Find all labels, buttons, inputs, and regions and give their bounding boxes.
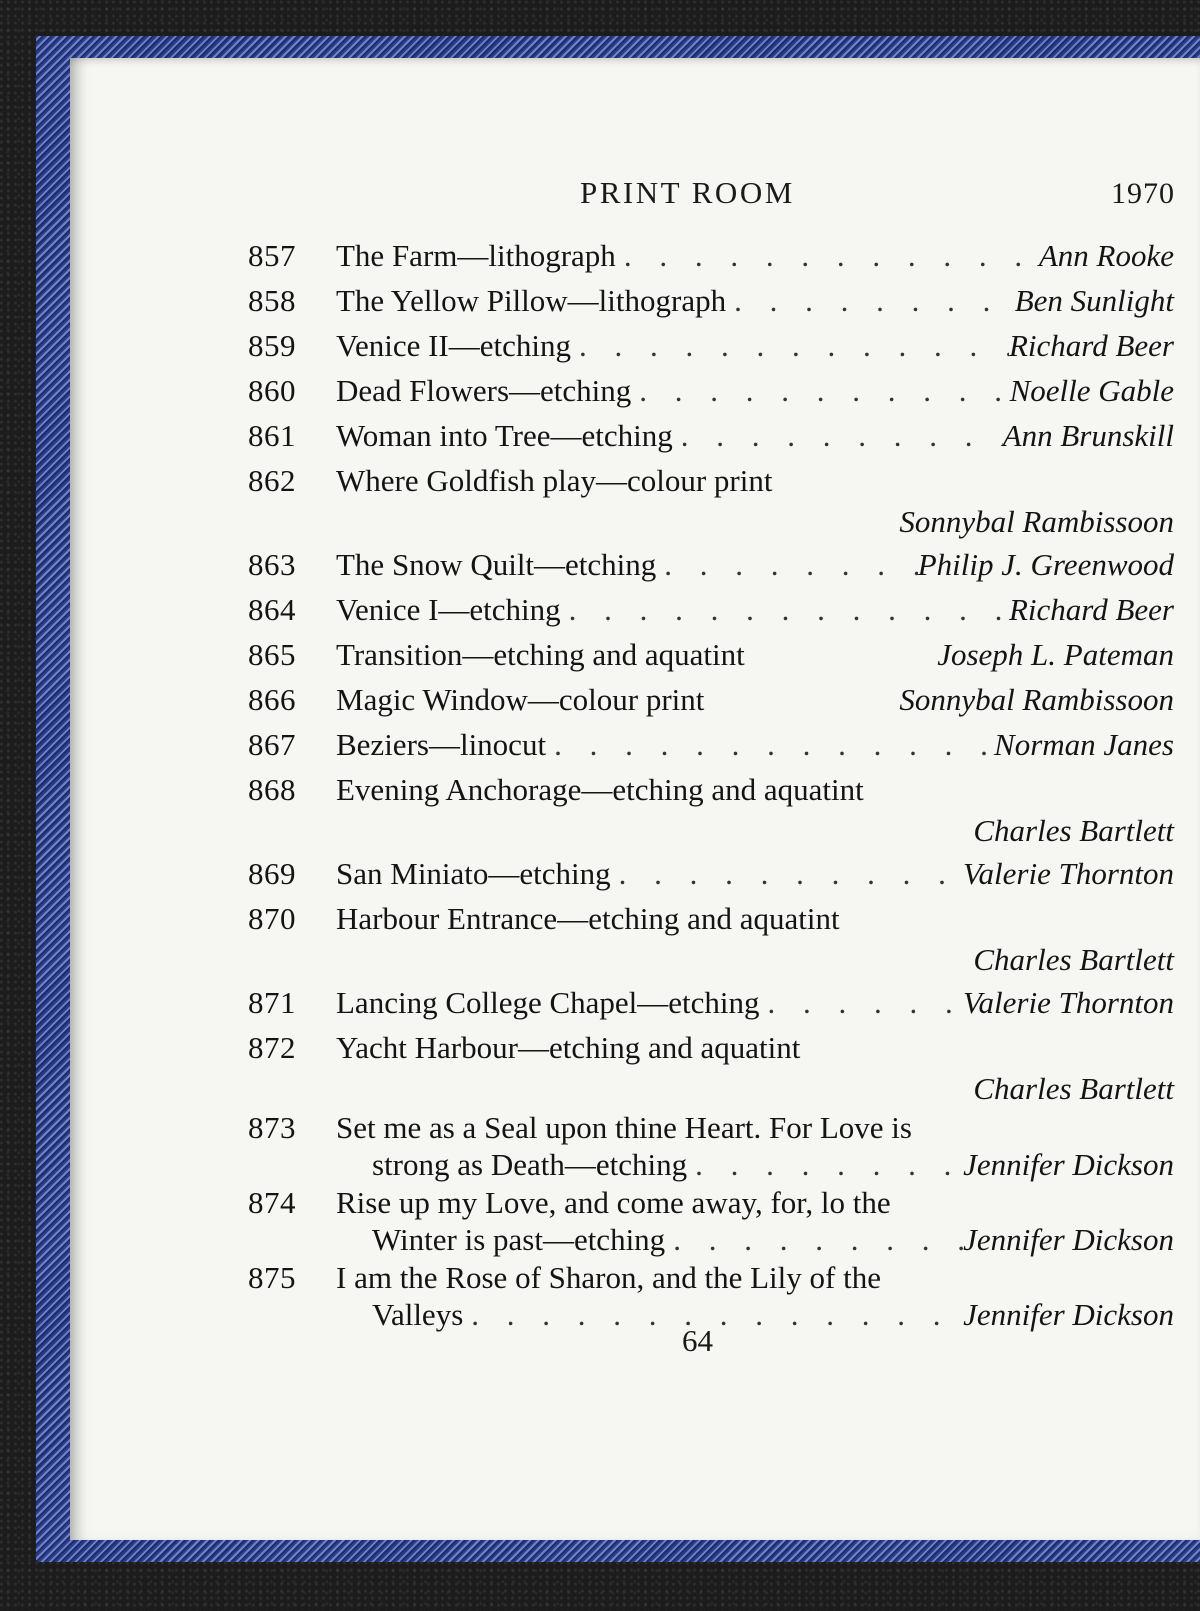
entry-title-line-2: strong as Death—etching xyxy=(372,1147,688,1182)
catalogue-entry xyxy=(248,632,1174,677)
leader-dots xyxy=(616,233,1039,278)
entry-number: 861 xyxy=(248,418,296,453)
catalogue-entry xyxy=(248,677,1174,722)
entry-number: 874 xyxy=(248,1185,296,1220)
entry-number: 860 xyxy=(248,373,296,408)
catalogue-entry xyxy=(248,368,1174,413)
entry-number: 862 xyxy=(248,463,296,498)
entry-artist: Sonnybal Rambissoon xyxy=(899,682,1174,717)
catalogue-entry xyxy=(248,1184,1174,1259)
entry-title: Magic Window—colour print xyxy=(336,682,705,717)
catalogue-entry xyxy=(248,767,1174,849)
entry-number: 863 xyxy=(248,547,296,582)
leader-dots xyxy=(463,1296,963,1334)
leader-dots xyxy=(546,722,994,767)
leader-dots xyxy=(673,413,1003,458)
entry-title-line-2: Valleys xyxy=(372,1297,464,1332)
leader-dots xyxy=(687,1146,963,1184)
catalogue-entry xyxy=(248,1025,1174,1107)
leader-dots xyxy=(611,851,963,896)
entry-number: 864 xyxy=(248,592,296,627)
leader-dots xyxy=(656,542,917,587)
entry-artist: Joseph L. Pateman xyxy=(937,637,1174,672)
entry-title: The Farm—lithograph xyxy=(336,238,616,273)
entry-number: 866 xyxy=(248,682,296,717)
book-page xyxy=(70,58,1200,1540)
year-label: 1970 xyxy=(1111,177,1175,210)
entry-artist: Valerie Thornton xyxy=(963,985,1174,1020)
catalogue-entry xyxy=(248,233,1174,278)
catalogue-entry xyxy=(248,542,1174,587)
catalogue-entry xyxy=(248,323,1174,368)
entry-number: 872 xyxy=(248,1030,296,1065)
running-title: PRINT ROOM xyxy=(580,175,795,210)
catalogue-entry xyxy=(248,980,1174,1025)
entry-title: Beziers—linocut xyxy=(336,727,547,762)
entry-artist: Jennifer Dickson xyxy=(963,1297,1174,1332)
catalogue-entry xyxy=(248,278,1174,323)
entry-number: 859 xyxy=(248,328,296,363)
entry-number: 869 xyxy=(248,856,296,891)
entry-artist: Ann Rooke xyxy=(1038,238,1174,273)
entry-number: 867 xyxy=(248,727,296,762)
catalogue-entry xyxy=(248,722,1174,767)
catalogue-entry xyxy=(248,587,1174,632)
entry-number: 873 xyxy=(248,1110,296,1145)
leader-dots xyxy=(665,1221,963,1259)
entry-artist: Richard Beer xyxy=(1009,328,1174,363)
leader-dots xyxy=(760,980,963,1025)
entry-number: 875 xyxy=(248,1260,296,1295)
entry-title: Venice II—etching xyxy=(336,328,571,363)
entry-title: Lancing College Chapel—etching xyxy=(336,985,760,1020)
entry-number: 865 xyxy=(248,637,296,672)
entry-title: Woman into Tree—etching xyxy=(336,418,673,453)
entry-artist: Jennifer Dickson xyxy=(963,1147,1174,1182)
catalogue-entry xyxy=(248,896,1174,978)
entry-artist: Charles Bartlett xyxy=(973,813,1174,848)
entry-number: 858 xyxy=(248,283,296,318)
entry-artist: Philip J. Greenwood xyxy=(917,547,1174,582)
entry-title: San Miniato—etching xyxy=(336,856,611,891)
page-header xyxy=(70,175,1175,215)
entry-title: Yacht Harbour—etching and aquatint xyxy=(336,1030,801,1065)
entry-title-line-1: Set me as a Seal upon thine Heart. For Love is xyxy=(336,1110,912,1145)
entry-number: 870 xyxy=(248,901,296,936)
entry-number: 857 xyxy=(248,238,296,273)
entry-title: Venice I—etching xyxy=(336,592,561,627)
entry-artist: Ann Brunskill xyxy=(1002,418,1174,453)
leader-dots xyxy=(571,323,1009,368)
entry-artist: Charles Bartlett xyxy=(973,1071,1174,1106)
entry-title: Harbour Entrance—etching and aquatint xyxy=(336,901,840,936)
entry-number: 871 xyxy=(248,985,296,1020)
leader-dots xyxy=(561,587,1009,632)
entry-number: 868 xyxy=(248,772,296,807)
entry-title: The Yellow Pillow—lithograph xyxy=(336,283,727,318)
entry-artist: Valerie Thornton xyxy=(963,856,1174,891)
catalogue-entry xyxy=(248,413,1174,458)
entry-title: The Snow Quilt—etching xyxy=(336,547,657,582)
catalogue-entry xyxy=(248,458,1174,540)
entry-title: Evening Anchorage—etching and aquatint xyxy=(336,772,864,807)
entry-artist: Sonnybal Rambissoon xyxy=(899,504,1174,539)
entry-artist: Charles Bartlett xyxy=(973,942,1174,977)
entry-artist: Noelle Gable xyxy=(1009,373,1174,408)
catalogue-list xyxy=(248,233,1174,1334)
catalogue-entry xyxy=(248,1109,1174,1184)
page-number: 64 xyxy=(682,1323,713,1358)
entry-title: Transition—etching and aquatint xyxy=(336,637,745,672)
entry-title-line-1: Rise up my Love, and come away, for, lo the xyxy=(336,1185,891,1220)
entry-title: Dead Flowers—etching xyxy=(336,373,632,408)
entry-artist: Ben Sunlight xyxy=(1014,283,1174,318)
entry-artist: Jennifer Dickson xyxy=(963,1222,1174,1257)
entry-title-line-1: I am the Rose of Sharon, and the Lily of the xyxy=(336,1260,881,1295)
leader-dots xyxy=(631,368,1009,413)
leader-dots xyxy=(726,278,1015,323)
catalogue-entry xyxy=(248,851,1174,896)
entry-title-line-2: Winter is past—etching xyxy=(372,1222,666,1257)
entry-artist: Norman Janes xyxy=(994,727,1174,762)
entry-title: Where Goldfish play—colour print xyxy=(336,463,773,498)
entry-artist: Richard Beer xyxy=(1009,592,1174,627)
